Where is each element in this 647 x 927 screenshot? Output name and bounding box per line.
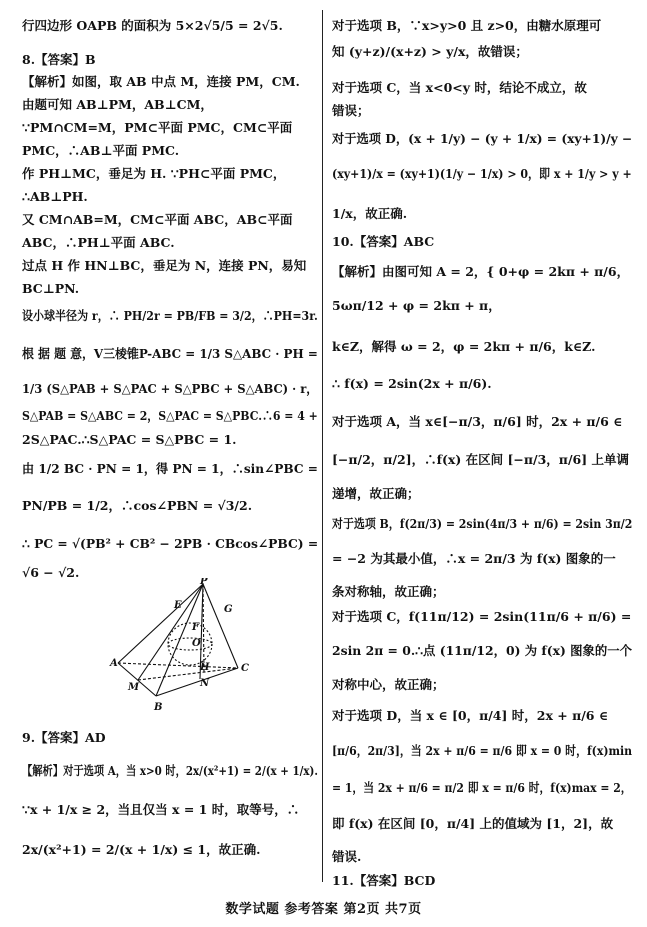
left-column-line: ∴ PC = √(PB² + CB² − 2PB · CBcos∠PBC) = <box>22 536 319 551</box>
left-column-line: 由题可知 AB⊥PM，AB⊥CM， <box>22 97 213 112</box>
right-column-line: 对于选项 B，∵x>y>0 且 z>0，由糖水原理可 <box>332 18 602 33</box>
right-column-line: 对于选项 C，当 x<0<y 时，结论不成立，故 <box>332 80 587 95</box>
left-column-line: 又 CM∩AB=M，CM⊂平面 ABC，AB⊂平面 <box>22 212 293 227</box>
left-column-line: 过点 H 作 HN⊥BC，垂足为 N，连接 PN，易知 <box>22 258 307 273</box>
label-A: A <box>110 658 118 669</box>
left-column-line: 作 PH⊥MC，垂足为 H. ∵PH⊂平面 PMC， <box>22 166 286 181</box>
left-column-line: 【解析】对于选项 A，当 x>0 时，2x/(x²+1) = 2/(x + 1/x). <box>22 763 318 778</box>
left-column-line: BC⊥PN. <box>22 281 80 296</box>
right-column-line: [−π/2，π/2]，∴f(x) 在区间 [−π/3，π/6] 上单调 <box>332 452 629 467</box>
left-column-line: 9.【答案】AD <box>22 730 106 745</box>
right-column-line: 即 f(x) 在区间 [0，π/4] 上的值域为 [1，2]，故 <box>332 816 614 831</box>
left-column-line: 2x/(x²+1) = 2/(x + 1/x) ≤ 1，故正确. <box>22 842 261 857</box>
left-column-line: ABC，∴PH⊥平面 ABC. <box>22 235 175 250</box>
right-column-line: 对于选项 D，(x + 1/y) − (y + 1/x) = (xy+1)/y − <box>332 131 633 146</box>
left-column-line: 设小球半径为 r，∴ PH/2r = PB/FB = 3/2，∴PH=3r. <box>22 308 318 323</box>
right-column-line: 5ωπ/12 + φ = 2kπ + π， <box>332 298 501 313</box>
right-column-line: 1/x，故正确. <box>332 206 408 221</box>
right-column-line: = 1，当 2x + π/6 = π/2 即 x = π/6 时，f(x)max = 2， <box>332 780 632 795</box>
right-column-line: 知 (y+z)/(x+z) > y/x，故错误； <box>332 44 528 59</box>
left-column-line: 8.【答案】B <box>22 52 96 67</box>
right-column-line: 【解析】由图可知 A = 2，{ 0+φ = 2kπ + π/6， <box>332 264 630 279</box>
left-column-line: S△PAB = S△ABC = 2，S△PAC = S△PBC.∴6 = 4 + <box>22 408 318 423</box>
right-column-line: 对称中心，故正确； <box>332 677 445 692</box>
label-P: P <box>200 578 208 587</box>
left-column-line: 1/3 (S△PAB + S△PAC + S△PBC + S△ABC) · r， <box>22 381 318 396</box>
left-column-line: √6 − √2. <box>22 565 80 580</box>
right-column-line: = −2 为其最小值，∴x = 2π/3 为 f(x) 图象的一 <box>332 551 616 566</box>
left-column-line: 行四边形 OAPB 的面积为 5×2√5/5 = 2√5. <box>22 18 283 33</box>
right-column-line: 错误. <box>332 849 362 864</box>
right-column-line: k∈Z，解得 ω = 2，φ = 2kπ + π/6，k∈Z. <box>332 339 596 354</box>
label-O: O <box>192 638 201 649</box>
label-G: G <box>224 604 233 615</box>
left-column-line: 2S△PAC.∴S△PAC = S△PBC = 1. <box>22 432 237 447</box>
right-column-line: 对于选项 D，当 x ∈ [0，π/4] 时，2x + π/6 ∈ <box>332 708 609 723</box>
right-column-line: 条对称轴，故正确； <box>332 584 445 599</box>
right-column-line: ∴ f(x) = 2sin(2x + π/6). <box>332 376 492 391</box>
right-column-line: [π/6，2π/3]，当 2x + π/6 = π/6 即 x = 0 时，f(x)min <box>332 743 633 758</box>
left-column-line: 【解析】如图，取 AB 中点 M，连接 PM，CM. <box>22 74 300 89</box>
label-F: F <box>192 622 200 633</box>
label-C: C <box>241 663 249 674</box>
right-column-line: 10.【答案】ABC <box>332 234 435 249</box>
left-column-line: ∵x + 1/x ≥ 2，当且仅当 x = 1 时，取等号，∴ <box>22 802 300 817</box>
left-column-line: PN/PB = 1/2，∴cos∠PBN = √3/2. <box>22 498 253 513</box>
label-B: B <box>154 702 163 713</box>
label-H: H <box>200 662 210 673</box>
right-column-line: 递增，故正确； <box>332 486 420 501</box>
left-column-line: ∴AB⊥PH. <box>22 189 88 204</box>
right-column-line: 错误； <box>332 103 370 118</box>
left-column-line: 由 1/2 BC · PN = 1，得 PN = 1，∴sin∠PBC = <box>22 461 318 476</box>
page-footer: 数学试题 参考答案 第2页 共7页 <box>225 902 422 917</box>
label-N: N <box>200 678 210 689</box>
right-column-line: 对于选项 C，f(11π/12) = 2sin(11π/6 + π/6) = <box>332 609 632 624</box>
right-column-line: 对于选项 A，当 x∈[−π/3，π/6] 时，2x + π/6 ∈ <box>332 414 623 429</box>
right-column-line: (xy+1)/x = (xy+1)(1/y − 1/x) > 0，即 x + 1/y > y + <box>332 166 632 181</box>
label-M: M <box>128 682 140 693</box>
label-E: E <box>174 600 182 611</box>
left-column-line: PMC，∴AB⊥平面 PMC. <box>22 143 180 158</box>
left-column-line: 根 据 题 意，V三棱锥P-ABC = 1/3 S△ABC · PH = <box>22 346 318 361</box>
right-column-line: 对于选项 B，f(2π/3) = 2sin(4π/3 + π/6) = 2sin 3π/2 <box>332 516 633 531</box>
right-column-line: 2sin 2π = 0.∴点 (11π/12，0) 为 f(x) 图象的一个 <box>332 643 633 658</box>
column-divider <box>322 10 323 882</box>
left-column-line: ∵PM∩CM=M，PM⊂平面 PMC，CM⊂平面 <box>22 120 293 135</box>
pyramid-figure <box>108 578 268 713</box>
right-column-line: 11.【答案】BCD <box>332 873 436 888</box>
